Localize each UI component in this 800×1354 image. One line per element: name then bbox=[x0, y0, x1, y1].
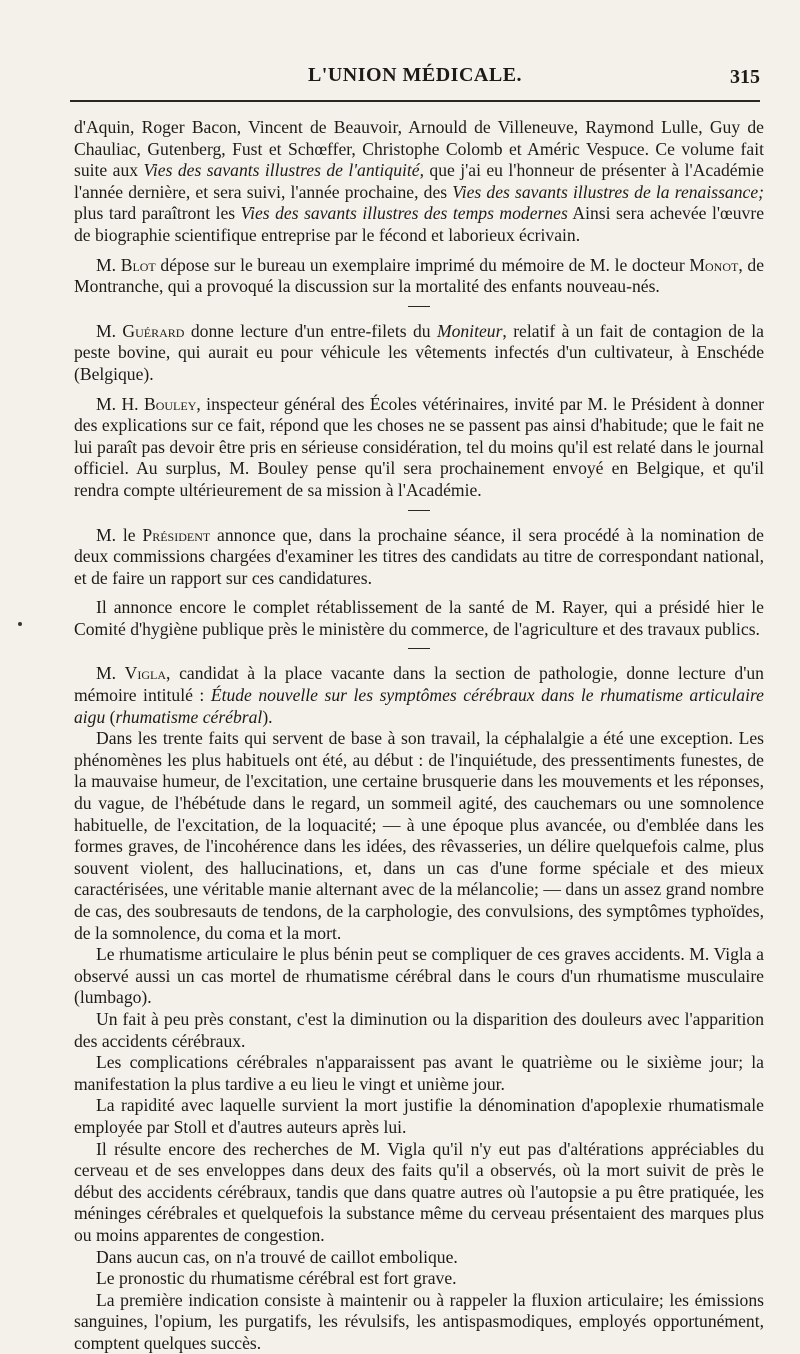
paragraph-benign: Le rhumatisme articulaire le plus bénin peut se compliquer de ces graves accidents. M. Vigla a observé aussi un cas mortel de rhumatisme cérébral dans le cours d'un rhumatisme musculaire (lumbago). bbox=[74, 944, 764, 1008]
paragraph-embolism: Dans aucun cas, on n'a trouvé de caillot embolique. bbox=[96, 1246, 458, 1267]
paragraph-treatment: La première indication consiste à maintenir ou à rappeler la fluxion articulaire; les émissions sanguines, l'opium, les purgatifs, les révulsifs, les antispasmodiques, employés opportunément, comptent quelques succès. bbox=[74, 1289, 764, 1353]
paragraph-pain: Un fait à peu près constant, c'est la diminution ou la disparition des douleurs avec l'apparition des accidents cérébraux. bbox=[74, 1008, 764, 1051]
paragraph-biographies: d'Aquin, Roger Bacon, Vincent de Beauvoir, Arnould de Villeneuve, Raymond Lulle, Guy de Chauliac, Gutenberg, Fust et Schœffer, Christophe Colomb et Améric Vespuce. Ce volume fait suite aux Vies des savants illustres de l'antiquité, que j'ai eu l'honneur de présenter à l'Académie l'année dernière, et sera suivi, l'année prochaine, des Vies des savants illustres de la renaissance; plus tard paraîtront les Vies des savants illustres des temps modernes Ainsi sera achevée l'œuvre de biographie scientifique entreprise par le fécond et laborieux écrivain. bbox=[74, 117, 764, 245]
section-separator bbox=[408, 306, 430, 307]
page-header bbox=[70, 64, 760, 94]
running-title: L'UNION MÉDICALE. bbox=[307, 64, 523, 86]
paragraph-apoplexy: La rapidité avec laquelle survient la mort justifie la dénomination d'apoplexie rhumatismale employée par Stoll et d'autres auteurs après lui. bbox=[74, 1095, 764, 1137]
paragraph-bouley: M. H. Bouley, inspecteur général des Écoles vétérinaires, invité par M. le Président à donner des explications sur ce fait, répond que les choses ne se passent pas ainsi d'habitude; que le fait ne lui paraît pas devoir être pris en sérieuse considération, tel du moins qu'il est relaté dans le journal officiel. Au surplus, M. Bouley pense qu'il sera prochainement envoyé en Belgique, et qu'il rendra compte ultérieurement de sa mission à l'Académie. bbox=[74, 393, 764, 500]
page-number: 315 bbox=[730, 66, 760, 88]
paragraph-blot: M. Blot dépose sur le bureau un exemplaire imprimé du mémoire de M. le docteur Monot, de Montranche, qui a provoqué la discussion sur la mortalité des enfants nouveau-nés. bbox=[74, 254, 764, 297]
paragraph-rayer: Il annonce encore le complet rétablissement de la santé de M. Rayer, qui a présidé hier le Comité d'hygiène publique près le ministère du commerce, de l'agriculture et des travaux publics. bbox=[74, 597, 764, 639]
paragraph-complications: Les complications cérébrales n'apparaissent pas avant le quatrième ou le sixième jour; la manifestation la plus tardive a eu lieu le vingt et unième jour. bbox=[74, 1052, 764, 1094]
paragraph-guerard: M. Guérard donne lecture d'un entre-filets du Moniteur, relatif à un fait de contagion de la peste bovine, qui aurait eu pour véhicule les vêtements infectés d'un cultivateur, à Enschéde (Belgique). bbox=[74, 320, 764, 384]
paragraph-president: M. le Président annonce que, dans la prochaine séance, il sera procédé à la nomination de deux commissions chargées d'examiner les titres des candidats au titre de correspondant national, et de faire un rapport sur ces candidatures. bbox=[74, 524, 764, 588]
paragraph-prognosis: Le pronostic du rhumatisme cérébral est fort grave. bbox=[96, 1268, 457, 1289]
paragraph-symptoms: Dans les trente faits qui servent de base à son travail, la céphalalgie a été une exception. Les phénomènes les plus habituels ont été, au début : de l'inquiétude, des pressentiments funestes, de la mauvaise humeur, de l'excitation, une certaine brusquerie dans les mouvements et les réponses, du vague, de l'hébétude dans le regard, un sommeil agité, des cauchemars ou une somnolence habituelle, de l'excitation, de la loquacité; — à une époque plus avancée, ou d'emblée dans les formes graves, de l'incohérence dans les idées, des rêvasseries, un délire quelquefois calme, plus souvent violent, des hallucinations, et, dans un cas d'une forme spéciale et des mieux caractérisées, une véritable manie alternant avec de la mélancolie; — dans un assez grand nombre de cas, des soubresauts de tendons, de la carphologie, des convulsions, des symptômes typhoïdes, de la somnolence, du coma et la mort. bbox=[74, 728, 764, 943]
header-rule bbox=[70, 100, 760, 102]
article-body bbox=[74, 117, 764, 1354]
paragraph-vigla-title: M. Vigla, candidat à la place vacante dans la section de pathologie, donne lecture d'un mémoire intitulé : Étude nouvelle sur les symptômes cérébraux dans le rhumatisme articulaire aigu (rhumatisme cérébral). bbox=[74, 663, 764, 727]
section-separator bbox=[408, 510, 430, 511]
paragraph-autopsy: Il résulte encore des recherches de M. Vigla qu'il n'y eut pas d'altérations appréciables du cerveau et de ses enveloppes dans deux des faits qu'il a observés, où la mort suivit de près le début des accidents cérébraux, tandis que dans quatre autres où l'autopsie a pu être pratiquée, les méninges cérébrales et quelquefois la substance même du cerveau présentaient des marques plus ou moins apparentes de congestion. bbox=[74, 1138, 764, 1245]
section-separator bbox=[408, 648, 430, 649]
margin-mark bbox=[18, 622, 22, 626]
